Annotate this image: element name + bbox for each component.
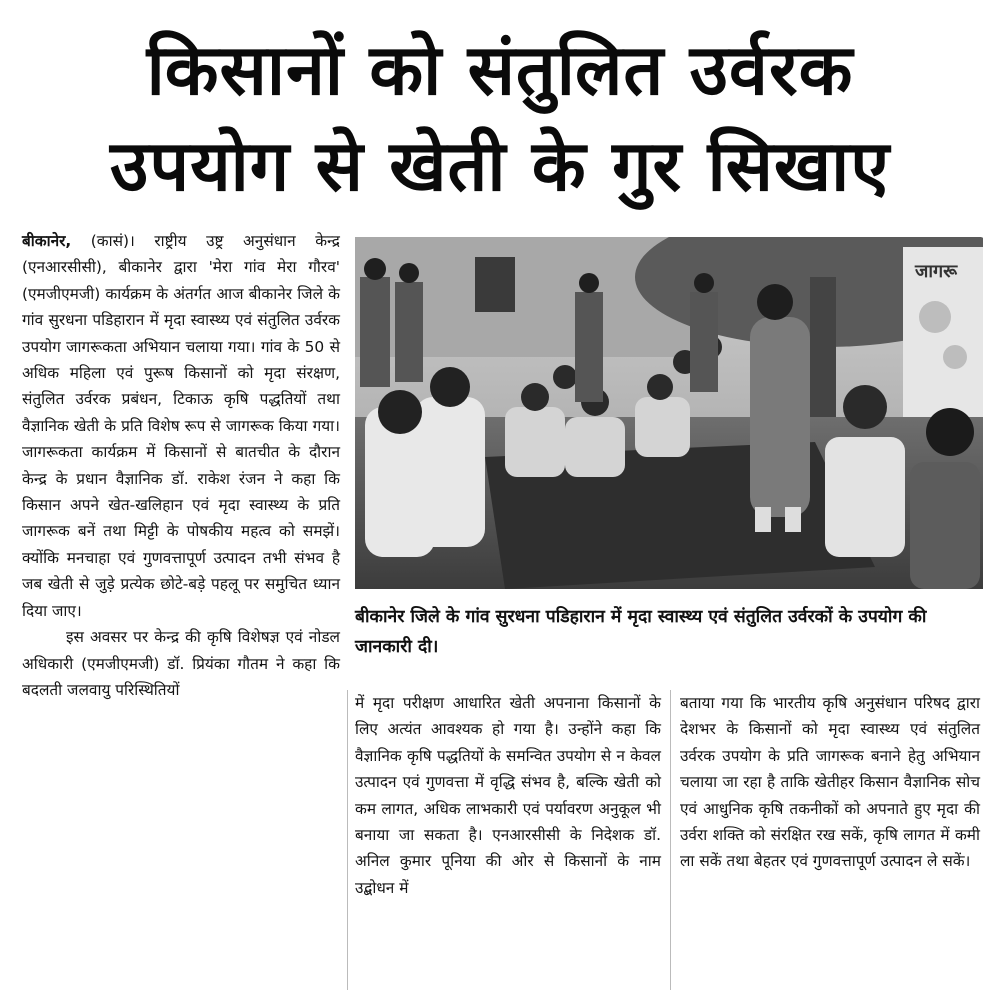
article-column-1 [22,228,340,703]
headline-line-2: उपयोग से खेती के गुर सिखाए [109,125,891,207]
dateline: बीकानेर, [22,232,72,250]
news-photo [355,237,983,589]
article-column-2 [355,690,661,901]
article-column-3-text: बताया गया कि भारतीय कृषि अनुसंधान परिषद द्वारा देशभर के किसानों को मृदा स्वास्थ्य एवं संतुलित उर्वरक उपयोग के प्रति जागरूक बनाने हेतु अभियान चलाया जा रहा है ताकि खेतीहर किसान वैज्ञानिक सोच एवं आधुनिक कृषि तकनीकों को अपनाते हुए मृदा की उर्वरा शक्ति को संरक्षित रख सकें, कृषि लागत में कमी ला सकें तथा बेहतर एवं गुणवत्तापूर्ण उत्पादन ले सकें। [680,694,980,871]
article-column-3 [680,690,980,875]
article-paragraph-1 [22,228,340,624]
headline-line-1: किसानों को संतुलित उर्वरक [146,29,854,111]
column-divider [347,690,348,990]
photo-caption: बीकानेर जिले के गांव सुरधना पडिहारान में मृदा स्वास्थ्य एवं संतुलित उर्वरकों के उपयोग की जानकारी दी। [355,607,927,657]
banner-text: जागरू [915,261,958,282]
column-divider [670,690,671,990]
article-paragraph-2: इस अवसर पर केन्द्र की कृषि विशेषज्ञ एवं नोडल अधिकारी (एमजीएमजी) डॉ. प्रियंका गौतम ने कहा कि बदलती जलवायु परिस्थितियों [22,628,340,699]
article-paragraph-1-body: (कासं)। राष्ट्रीय उष्ट्र अनुसंधान केन्द्र (एनआरसीसी), बीकानेर द्वारा 'मेरा गांव मेरा गौरव' (एमजीएमजी) कार्यक्रम के अंतर्गत आज बीकानेर जिले के गांव सुरधना पडिहारान में मृदा स्वास्थ्य एवं संतुलित उर्वरक उपयोग जागरूकता अभियान चलाया गया। गांव के 50 से अधिक महिला एवं पुरूष किसानों को मृदा संरक्षण, संतुलित उर्वरक प्रबंधन, टिकाऊ कृषि पद्धतियों तथा वैज्ञानिक खेती के प्रति विशेष रूप से जागरूक किया गया। जागरूकता कार्यक्रम में किसानों से बातचीत के दौरान केन्द्र के प्रधान वैज्ञानिक डॉ. राकेश रंजन ने कहा कि किसान अपने खेत-खलिहान एवं मृदा स्वास्थ्य के प्रति जागरूक बनें तथा मिट्टी के पोषकीय महत्व को समझें। क्योंकि मनचाहा एवं गुणवत्तापूर्ण उत्पादन तभी संभव है जब खेती से जुड़े प्रत्येक छोटे-बड़े पहलू पर समुचित ध्यान दिया जाए। [22,232,340,620]
photo-illustration [355,237,983,589]
headline [20,22,980,214]
article-column-2-text: में मृदा परीक्षण आधारित खेती अपनाना किसानों के लिए अत्यंत आवश्यक हो गया है। उन्होंने कहा कि वैज्ञानिक कृषि पद्धतियों के समन्वित उपयोग से न केवल उत्पादन एवं गुणवत्ता में वृद्धि संभव है, बल्कि खेती को कम लागत, अधिक लाभकारी एवं पर्यावरण अनुकूल भी बनाया जा सकता है। एनआरसीसी के निदेशक डॉ. अनिल कुमार पूनिया की ओर से किसानों के नाम उद्बोधन में [355,694,661,897]
